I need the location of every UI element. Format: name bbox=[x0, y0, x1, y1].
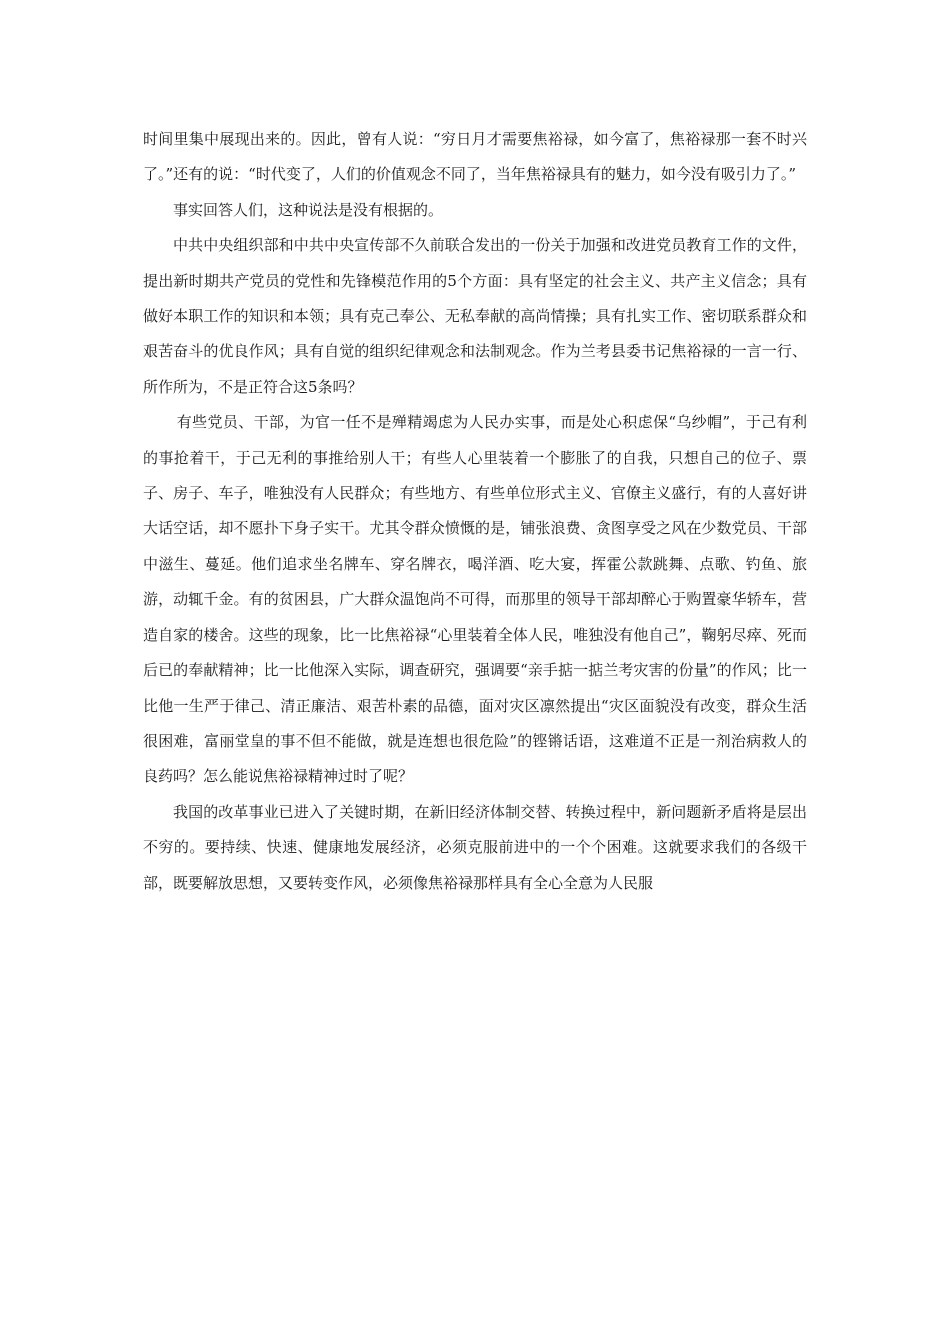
paragraph-2: 事实回答人们，这种说法是没有根据的。 bbox=[173, 200, 444, 219]
body-text bbox=[143, 122, 807, 901]
paragraph-5: 我国的改革事业已进入了关键时期，在新旧经济体制交替、转换过程中，新问题新矛盾将是层出不穷的。要持续、快速、健康地发展经济，必须克服前进中的一个个困难。这就要求我们的各级干部，既要解放思想，又要转变作风，必须像焦裕禄那样具有全心全意为人民服 bbox=[143, 802, 807, 892]
paragraph-4: 有些党员、干部，为官一任不是殚精竭虑为人民办实事，而是处心积虑保“乌纱帽”，于己有利的事抢着干，于己无利的事推给别人干；有些人心里装着一个膨胀了的自我，只想自己的位子、票子、房子、车子，唯独没有人民群众；有些地方、有些单位形式主义、官僚主义盛行，有的人喜好讲大话空话，却不愿扑下身子实干。尤其令群众愤慨的是，铺张浪费、贪图享受之风在少数党员、干部中滋生、蔓延。他们追求坐名牌车、穿名牌衣，喝洋酒、吃大宴，挥霍公款跳舞、点歌、钓鱼、旅游，动辄千金。有的贫困县，广大群众温饱尚不可得，而那里的领导干部却醉心于购置豪华轿车，营造自家的楼舍。这些的现象，比一比焦裕禄“心里装着全体人民，唯独没有他自己”，鞠躬尽瘁、死而后已的奉献精神；比一比他深入实际，调查研究，强调要“亲手掂一掂兰考灾害的份量”的作风；比一比他一生严于律己、清正廉洁、艰苦朴素的品德，面对灾区凛然提出“灾区面貌没有改变，群众生活很困难，富丽堂皇的事不但不能做，就是连想也很危险”的铿锵话语，这难道不正是一剂治病救人的良药吗？怎么能说焦裕禄精神过时了呢？ bbox=[143, 413, 807, 786]
paragraph-1: 时间里集中展现出来的。因此，曾有人说：“穷日月才需要焦裕禄，如今富了，焦裕禄那一套不时兴了。”还有的说：“时代变了，人们的价值观念不同了，当年焦裕禄具有的魅力，如今没有吸引力了。” bbox=[143, 130, 807, 184]
paragraph-3: 中共中央组织部和中共中央宣传部不久前联合发出的一份关于加强和改进党员教育工作的文件，提出新时期共产党员的党性和先锋模范作用的5个方面：具有坚定的社会主义、共产主义信念；具有做好本职工作的知识和本领；具有克己奉公、无私奉献的高尚情操；具有扎实工作、密切联系群众和艰苦奋斗的优良作风；具有自觉的组织纪律观念和法制观念。作为兰考县委书记焦裕禄的一言一行、所作所为，不是正符合这5条吗？ bbox=[143, 236, 807, 396]
